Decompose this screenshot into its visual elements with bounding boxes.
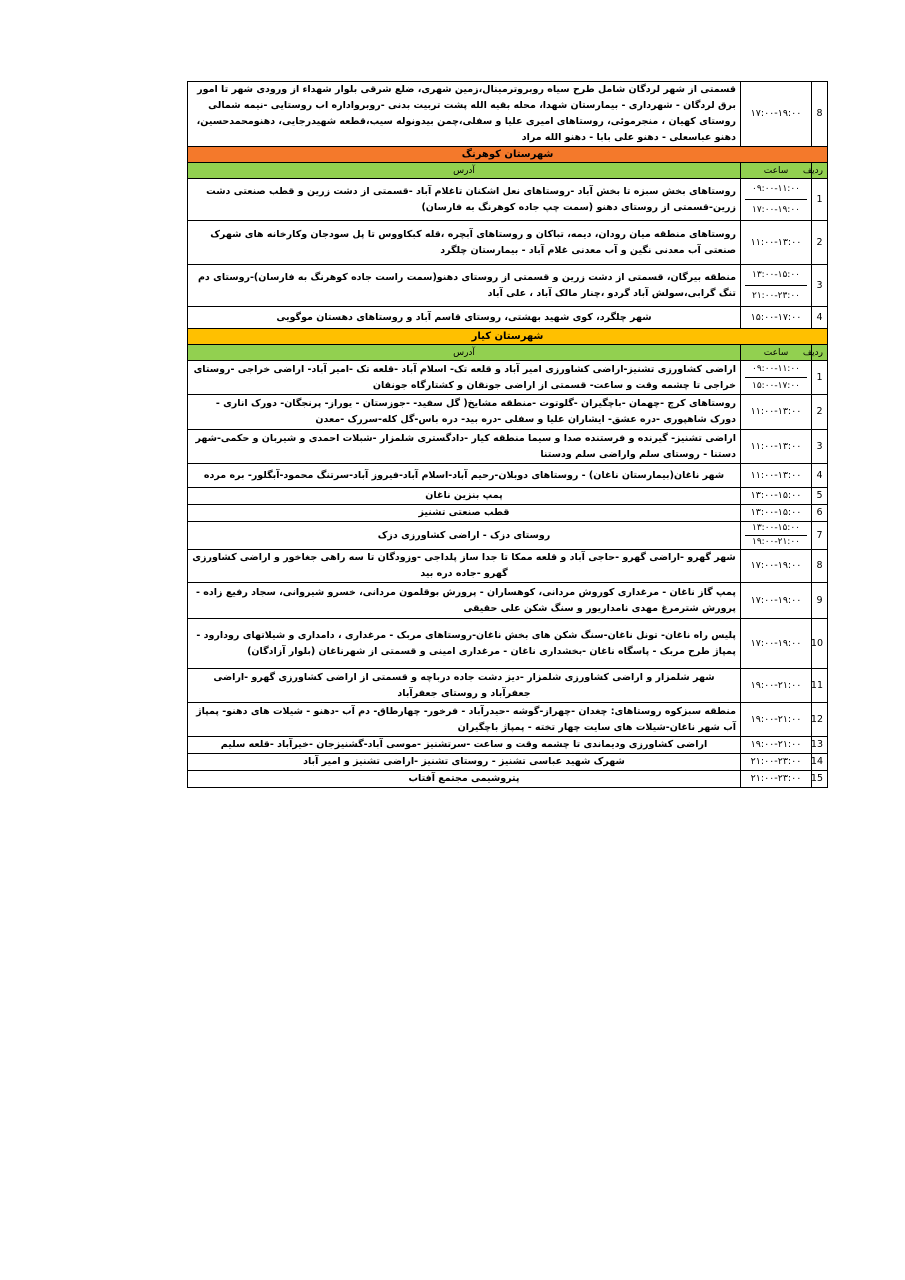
row-number: 4 <box>812 464 828 488</box>
time-cell <box>741 550 812 583</box>
time-cell <box>741 703 812 737</box>
time-slot: ۱۱:۰۰-۱۳:۰۰ <box>750 236 802 248</box>
table-row <box>188 619 828 669</box>
table-row <box>188 488 828 505</box>
time-cell <box>741 464 812 488</box>
county-title: شهرستان کوهرنگ <box>188 147 828 163</box>
table-row <box>188 307 828 329</box>
row-number: 1 <box>812 179 828 221</box>
row-number: 15 <box>812 771 828 788</box>
time-cell <box>741 754 812 771</box>
time-cell <box>741 361 812 395</box>
time-slot: ۲۱:۰۰-۲۳:۰۰ <box>750 773 802 784</box>
schedule-body <box>188 82 828 788</box>
table-row <box>188 550 828 583</box>
time-slot: ۲۱:۰۰-۲۳:۰۰ <box>750 756 802 767</box>
table-row <box>188 179 828 221</box>
county-title: شهرستان کیار <box>188 329 828 345</box>
time-cell <box>741 771 812 788</box>
table-row <box>188 464 828 488</box>
time-slot: ۱۹:۰۰-۲۱:۰۰ <box>750 679 802 691</box>
time-cell <box>741 583 812 619</box>
time-slot: ۱۱:۰۰-۱۳:۰۰ <box>750 406 802 417</box>
time-cell <box>741 179 812 221</box>
address-cell: منطقه بیرگان، قسمتی از دشت زرین و قسمتی از روستای دهنو(سمت راست جاده کوهرنگ به فارسان)-روستای دم تنگ گرابی،سولش آباد گردو ،چنار مالک آباد ، علی آباد <box>188 265 741 307</box>
row-number: 10 <box>812 619 828 669</box>
table-row <box>188 430 828 464</box>
county-row <box>188 329 828 345</box>
table-row <box>188 265 828 307</box>
time-slot: ۱۷:۰۰-۱۹:۰۰ <box>750 594 802 606</box>
row-number: 5 <box>812 488 828 505</box>
address-cell: شهرک شهید عباسی تشنیز - روستای تشنیز -اراضی تشنیز و امیر آباد <box>188 754 741 771</box>
time-slot: ۱۳:۰۰-۱۵:۰۰ <box>752 270 800 280</box>
time-slot: ۱۹:۰۰-۲۱:۰۰ <box>750 739 802 750</box>
time-cell <box>741 430 812 464</box>
time-slot: ۱۱:۰۰-۱۳:۰۰ <box>750 440 802 452</box>
row-number: 14 <box>812 754 828 771</box>
time-slot: ۱۵:۰۰-۱۷:۰۰ <box>750 311 802 323</box>
table-row <box>188 361 828 395</box>
time-cell <box>741 221 812 265</box>
header-time: ساعت <box>741 345 812 361</box>
outage-schedule-table <box>187 81 828 788</box>
address-cell: اراضی کشاورزی تشنیز-اراضی کشاورزی امیر آباد و قلعه تک- اسلام آباد -قلعه تک -امیر آباد- اراضی خراجی -روستای خراجی تا چشمه وقت و ساعت- قسمتی از اراضی جونقان و کشتارگاه جونقان <box>188 361 741 395</box>
address-cell: روستاهای بخش سبزه تا بخش آباد -روستاهای نعل اشکنان تاغلام آباد -قسمتی از دشت زرین و قطب صنعتی دشت زرین-قسمتی از روستای دهنو (سمت چپ جاده کوهرنگ به فارسان) <box>188 179 741 221</box>
table-row <box>188 505 828 522</box>
address-cell: روستای دزک - اراضی کشاورزی دزک <box>188 522 741 550</box>
table-row <box>188 82 828 147</box>
row-number: 3 <box>812 430 828 464</box>
table-row <box>188 771 828 788</box>
time-cell <box>741 505 812 522</box>
time-cell <box>741 619 812 669</box>
time-cell <box>741 265 812 307</box>
time-cell <box>741 488 812 505</box>
address-cell: شهر گهرو -اراضی گهرو -حاجی آباد و قلعه ممکا تا جدا ساز پلداجی -وزودگان تا سه راهی جغاخور و اراضی کشاورزی گهرو -جاده دره بید <box>188 550 741 583</box>
address-cell: منطقه سبزکوه روستاهای: چغدان -چهراز-گوشه -حیدرآباد - فرخور- چهارطاق- دم آب -دهنو - شیلات های دهنو- پمپاژ آب شهر ناغان-شیلات های سایت چهار تخته - پمپاژ باچگیران <box>188 703 741 737</box>
county-row <box>188 147 828 163</box>
column-header-row <box>188 163 828 179</box>
time-slot: ۰۹:۰۰-۱۱:۰۰ <box>752 184 800 194</box>
column-header-row <box>188 345 828 361</box>
time-slot: ۱۷:۰۰-۱۹:۰۰ <box>750 637 802 649</box>
header-num: ردیف <box>812 163 828 179</box>
time-slot: ۱۹:۰۰-۲۱:۰۰ <box>750 713 802 725</box>
address-cell: پمپ بنزین ناغان <box>188 488 741 505</box>
table-row <box>188 522 828 550</box>
header-num: ردیف <box>812 345 828 361</box>
row-number: 12 <box>812 703 828 737</box>
time-cell <box>741 737 812 754</box>
address-cell: اراضی کشاورزی ودیماندی تا چشمه وقت و ساعت -سرتشنیز -موسی آباد-گشنیزجان -خیرآباد -قلعه سلیم <box>188 737 741 754</box>
time-slot: ۱۳:۰۰-۱۵:۰۰ <box>750 490 802 501</box>
row-number: 8 <box>812 82 828 147</box>
time-slot: ۱۱:۰۰-۱۳:۰۰ <box>750 469 802 481</box>
row-number: 4 <box>812 307 828 329</box>
address-cell: پتروشیمی مجتمع آفتاب <box>188 771 741 788</box>
table-row <box>188 754 828 771</box>
address-cell: پمپ گاز ناغان - مرغداری کوروش مردانی، کوهساران - پرورش بوقلمون مردانی، خسرو شیروانی، سجاد رفیع زاده - پرورش شترمرغ مهدی نامداریور و سنگ شکن علی حقیقی <box>188 583 741 619</box>
row-number: 9 <box>812 583 828 619</box>
address-cell: شهر ناغان(بیمارستان ناغان) - روستاهای دوبلان-رحیم آباد-اسلام آباد-فیروز آباد-سرتنگ محمود-آبگلور- بره مرده <box>188 464 741 488</box>
time-slot: ۱۷:۰۰-۱۹:۰۰ <box>750 560 802 571</box>
time-slot: ۱۳:۰۰-۱۵:۰۰ <box>752 523 800 533</box>
time-slot: ۱۷:۰۰-۱۹:۰۰ <box>745 199 807 220</box>
header-time: ساعت <box>741 163 812 179</box>
time-slot: ۱۵:۰۰-۱۷:۰۰ <box>745 377 807 394</box>
row-number: 13 <box>812 737 828 754</box>
time-cell <box>741 395 812 430</box>
row-number: 8 <box>812 550 828 583</box>
row-number: 11 <box>812 669 828 703</box>
address-cell: روستاهای منطقه میان رودان، دیمه، تباکان و روستاهای آبچره ،قله کبکاووس تا پل سودجان وکارخانه های شهرک صنعتی آب معدنی نگین و آب معدنی غلام آباد - بیمارستان چلگرد <box>188 221 741 265</box>
table-row <box>188 669 828 703</box>
row-number: 6 <box>812 505 828 522</box>
header-address: آدرس <box>188 163 741 179</box>
time-slot: ۰۹:۰۰-۱۱:۰۰ <box>752 364 800 374</box>
address-cell: اراضی تشنیز- گیرنده و فرستنده صدا و سیما منطقه کیار -دادگستری شلمزار -شبلات احمدی و شیربان و حکمی-شهر دستنا - روستای سلم واراضی سلم ودستنا <box>188 430 741 464</box>
address-cell: روستاهای کرچ -چهمان -باچگیران -گلوتوت -منطقه مشایخ( گل سفید- -جوزستان - یوراز- پرنجگان- دورک اناری - دورک شاهپوری -دره عشق- ایشاران علیا و سفلی -دره بید- دره باس-گل کله-سررک -معدن <box>188 395 741 430</box>
time-slot: ۲۱:۰۰-۲۳:۰۰ <box>745 285 807 306</box>
table-row <box>188 583 828 619</box>
row-number: 1 <box>812 361 828 395</box>
row-number: 3 <box>812 265 828 307</box>
time-cell <box>741 307 812 329</box>
table-row <box>188 221 828 265</box>
row-number: 2 <box>812 395 828 430</box>
table-row <box>188 395 828 430</box>
row-number: 7 <box>812 522 828 550</box>
address-cell: شهر شلمزار و اراضی کشاورزی شلمزار -دیز دشت جاده درباچه و قسمتی از اراضی کشاورزی گهرو -اراضی جعفرآباد و روستای جعفرآباد <box>188 669 741 703</box>
time-cell <box>741 522 812 550</box>
header-address: آدرس <box>188 345 741 361</box>
address-cell: قطب صنعتی تشنیز <box>188 505 741 522</box>
address-cell: پلیس راه ناغان- تونل ناغان-سنگ شکن های بخش ناغان-روستاهای مربک - مرغداری ، دامداری و شیلاتهای رودارود - پمپاژ طرح مربک - پاسگاه ناغان -بخشداری ناغان - مرغداری امینی و قسمتی از شهرناغان (بلوار آزادگان) <box>188 619 741 669</box>
time-slot: ۱۷:۰۰-۱۹:۰۰ <box>750 108 802 119</box>
time-slot: ۱۳:۰۰-۱۵:۰۰ <box>750 507 802 518</box>
table-row <box>188 703 828 737</box>
time-cell <box>741 669 812 703</box>
address-cell: شهر چلگرد، کوی شهید بهشتی، روستای قاسم آباد و روستاهای دهستان موگویی <box>188 307 741 329</box>
table-row <box>188 737 828 754</box>
row-number: 2 <box>812 221 828 265</box>
time-slot: ۱۹:۰۰-۲۱:۰۰ <box>745 535 807 549</box>
address-cell: قسمتی از شهر لردگان شامل طرح سیاه روبروترمینال،زمین شهری، ضلع شرقی بلوار شهداء از ورودی شهر تا امور برق لردگان - شهرداری - بیمارستان شهدا، محله بقیه الله پشت تربیت بدنی -روبرواداره اب روستایی -نیمه شمالی روستای کهیان ، منجرموئی، روستاهای امیری علیا و سفلی،چمن بیدونوله سیب،قطعه شهیدرجایی، دهنومحمدحسین، دهنو عباسعلی - دهنو علی بابا - دهنو الله مراد <box>188 82 741 147</box>
time-cell <box>741 82 812 147</box>
